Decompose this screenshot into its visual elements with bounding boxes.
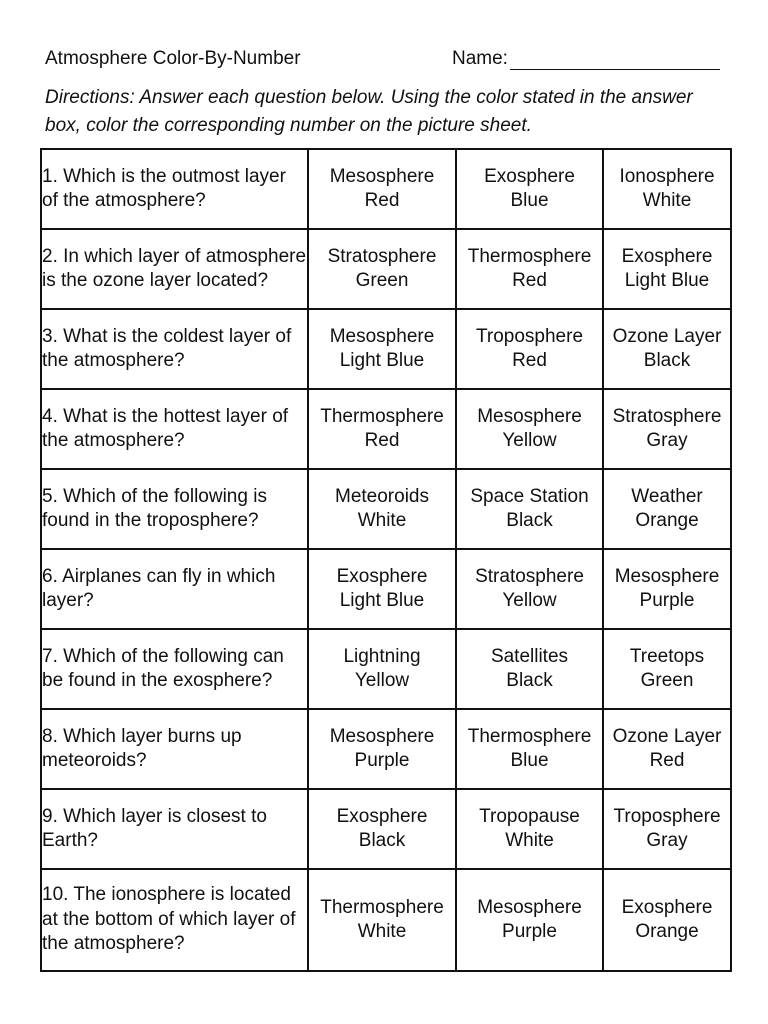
answer-color: Red <box>364 430 400 451</box>
answer-term: Ozone Layer <box>612 725 722 747</box>
question-text: 2. In which layer of atmosphere is the ozone layer located? <box>41 229 308 309</box>
question-row <box>41 549 731 629</box>
answer-color: Light Blue <box>339 350 425 371</box>
answer-choice <box>308 389 456 469</box>
question-text: 10. The ionosphere is located at the bottom of which layer of the atmosphere? <box>41 869 308 971</box>
answer-choice <box>456 229 603 309</box>
answer-choice <box>308 149 456 229</box>
answer-choice <box>308 789 456 869</box>
answer-choice <box>456 309 603 389</box>
answer-color: Blue <box>510 750 549 771</box>
answer-term: Stratosphere <box>612 405 722 427</box>
answer-color: Light Blue <box>624 270 710 291</box>
answer-term: Exosphere <box>621 896 713 918</box>
answer-color: Orange <box>635 921 699 942</box>
answer-choice <box>603 389 731 469</box>
answer-color: Yellow <box>502 590 557 611</box>
question-row <box>41 709 731 789</box>
question-text: 3. What is the coldest layer of the atmosphere? <box>41 309 308 389</box>
answer-term: Mesosphere <box>477 896 582 918</box>
answer-term: Weather <box>631 485 703 507</box>
answer-color: Light Blue <box>339 590 425 611</box>
answer-choice <box>603 789 731 869</box>
answer-choice <box>308 229 456 309</box>
worksheet-title: Atmosphere Color-By-Number <box>45 48 301 69</box>
answer-color: Red <box>364 190 400 211</box>
answer-choice <box>456 709 603 789</box>
worksheet-header <box>45 46 725 74</box>
question-row <box>41 389 731 469</box>
answer-term: Exosphere <box>336 565 428 587</box>
name-blank-line <box>510 69 720 70</box>
name-label: Name: <box>452 48 508 69</box>
answer-color: Red <box>512 350 547 371</box>
answer-choice <box>308 309 456 389</box>
answer-color: Orange <box>635 510 699 531</box>
answer-color: Gray <box>646 430 688 451</box>
answer-choice <box>456 789 603 869</box>
answer-color: Black <box>506 670 553 691</box>
question-row <box>41 149 731 229</box>
answer-color: Purple <box>502 921 557 942</box>
answer-term: Thermosphere <box>467 245 592 267</box>
answer-term: Lightning <box>343 645 421 667</box>
answer-color: Black <box>643 350 691 371</box>
answer-term: Treetops <box>629 645 705 667</box>
answer-choice <box>456 389 603 469</box>
question-row <box>41 229 731 309</box>
answer-color: Purple <box>354 750 410 771</box>
answer-term: Thermosphere <box>320 896 444 918</box>
answer-term: Ozone Layer <box>612 325 722 347</box>
answer-term: Stratosphere <box>475 565 584 587</box>
question-table <box>40 148 732 972</box>
question-text: 1. Which is the outmost layer of the atmosphere? <box>41 149 308 229</box>
answer-color: Blue <box>510 190 549 211</box>
answer-choice <box>456 629 603 709</box>
answer-color: White <box>357 510 407 531</box>
answer-choice <box>308 469 456 549</box>
answer-color: Black <box>358 830 406 851</box>
answer-color: Purple <box>639 590 695 611</box>
answer-choice <box>603 309 731 389</box>
question-row <box>41 629 731 709</box>
answer-color: Yellow <box>354 670 410 691</box>
answer-choice <box>603 629 731 709</box>
question-row <box>41 469 731 549</box>
question-text: 6. Airplanes can fly in which layer? <box>41 549 308 629</box>
answer-color: Gray <box>646 830 688 851</box>
answer-term: Mesosphere <box>329 325 435 347</box>
answer-color: White <box>357 921 407 942</box>
answer-term: Ionosphere <box>619 165 715 187</box>
answer-term: Mesosphere <box>329 165 435 187</box>
question-row <box>41 869 731 971</box>
answer-term: Meteoroids <box>335 485 429 507</box>
answer-choice <box>308 709 456 789</box>
answer-choice <box>456 469 603 549</box>
question-row <box>41 309 731 389</box>
answer-choice <box>456 549 603 629</box>
question-table-body <box>41 149 731 971</box>
answer-term: Thermosphere <box>320 405 444 427</box>
answer-term: Troposphere <box>613 805 721 827</box>
answer-term: Exosphere <box>336 805 428 827</box>
answer-choice <box>456 869 603 971</box>
question-text: 7. Which of the following can be found in the exosphere? <box>41 629 308 709</box>
answer-term: Thermosphere <box>467 725 592 747</box>
answer-term: Exosphere <box>484 165 575 187</box>
answer-term: Satellites <box>490 645 569 667</box>
question-text: 5. Which of the following is found in the troposphere? <box>41 469 308 549</box>
answer-term: Mesosphere <box>477 405 582 427</box>
answer-color: White <box>642 190 692 211</box>
answer-choice <box>603 149 731 229</box>
answer-choice <box>456 149 603 229</box>
answer-color: White <box>505 830 554 851</box>
answer-choice <box>308 869 456 971</box>
answer-color: Yellow <box>502 430 557 451</box>
answer-term: Stratosphere <box>327 245 437 267</box>
question-text: 4. What is the hottest layer of the atmosphere? <box>41 389 308 469</box>
directions-text: Directions: Answer each question below. Using the color stated in the answer box, color the corresponding number on the picture sheet. <box>45 87 693 136</box>
question-row <box>41 789 731 869</box>
answer-color: Red <box>512 270 547 291</box>
answer-color: Red <box>649 750 685 771</box>
answer-term: Mesosphere <box>329 725 435 747</box>
answer-choice <box>308 629 456 709</box>
question-text: 8. Which layer burns up meteoroids? <box>41 709 308 789</box>
answer-choice <box>308 549 456 629</box>
answer-choice <box>603 549 731 629</box>
answer-choice <box>603 469 731 549</box>
answer-term: Troposphere <box>475 325 584 347</box>
answer-color: Green <box>355 270 409 291</box>
answer-term: Exosphere <box>621 245 713 267</box>
question-text: 9. Which layer is closest to Earth? <box>41 789 308 869</box>
answer-choice <box>603 869 731 971</box>
answer-term: Mesosphere <box>614 565 720 587</box>
answer-choice <box>603 229 731 309</box>
answer-term: Tropopause <box>479 805 580 827</box>
answer-color: Black <box>506 510 553 531</box>
answer-choice <box>603 709 731 789</box>
answer-color: Green <box>640 670 694 691</box>
answer-term: Space Station <box>470 485 589 507</box>
